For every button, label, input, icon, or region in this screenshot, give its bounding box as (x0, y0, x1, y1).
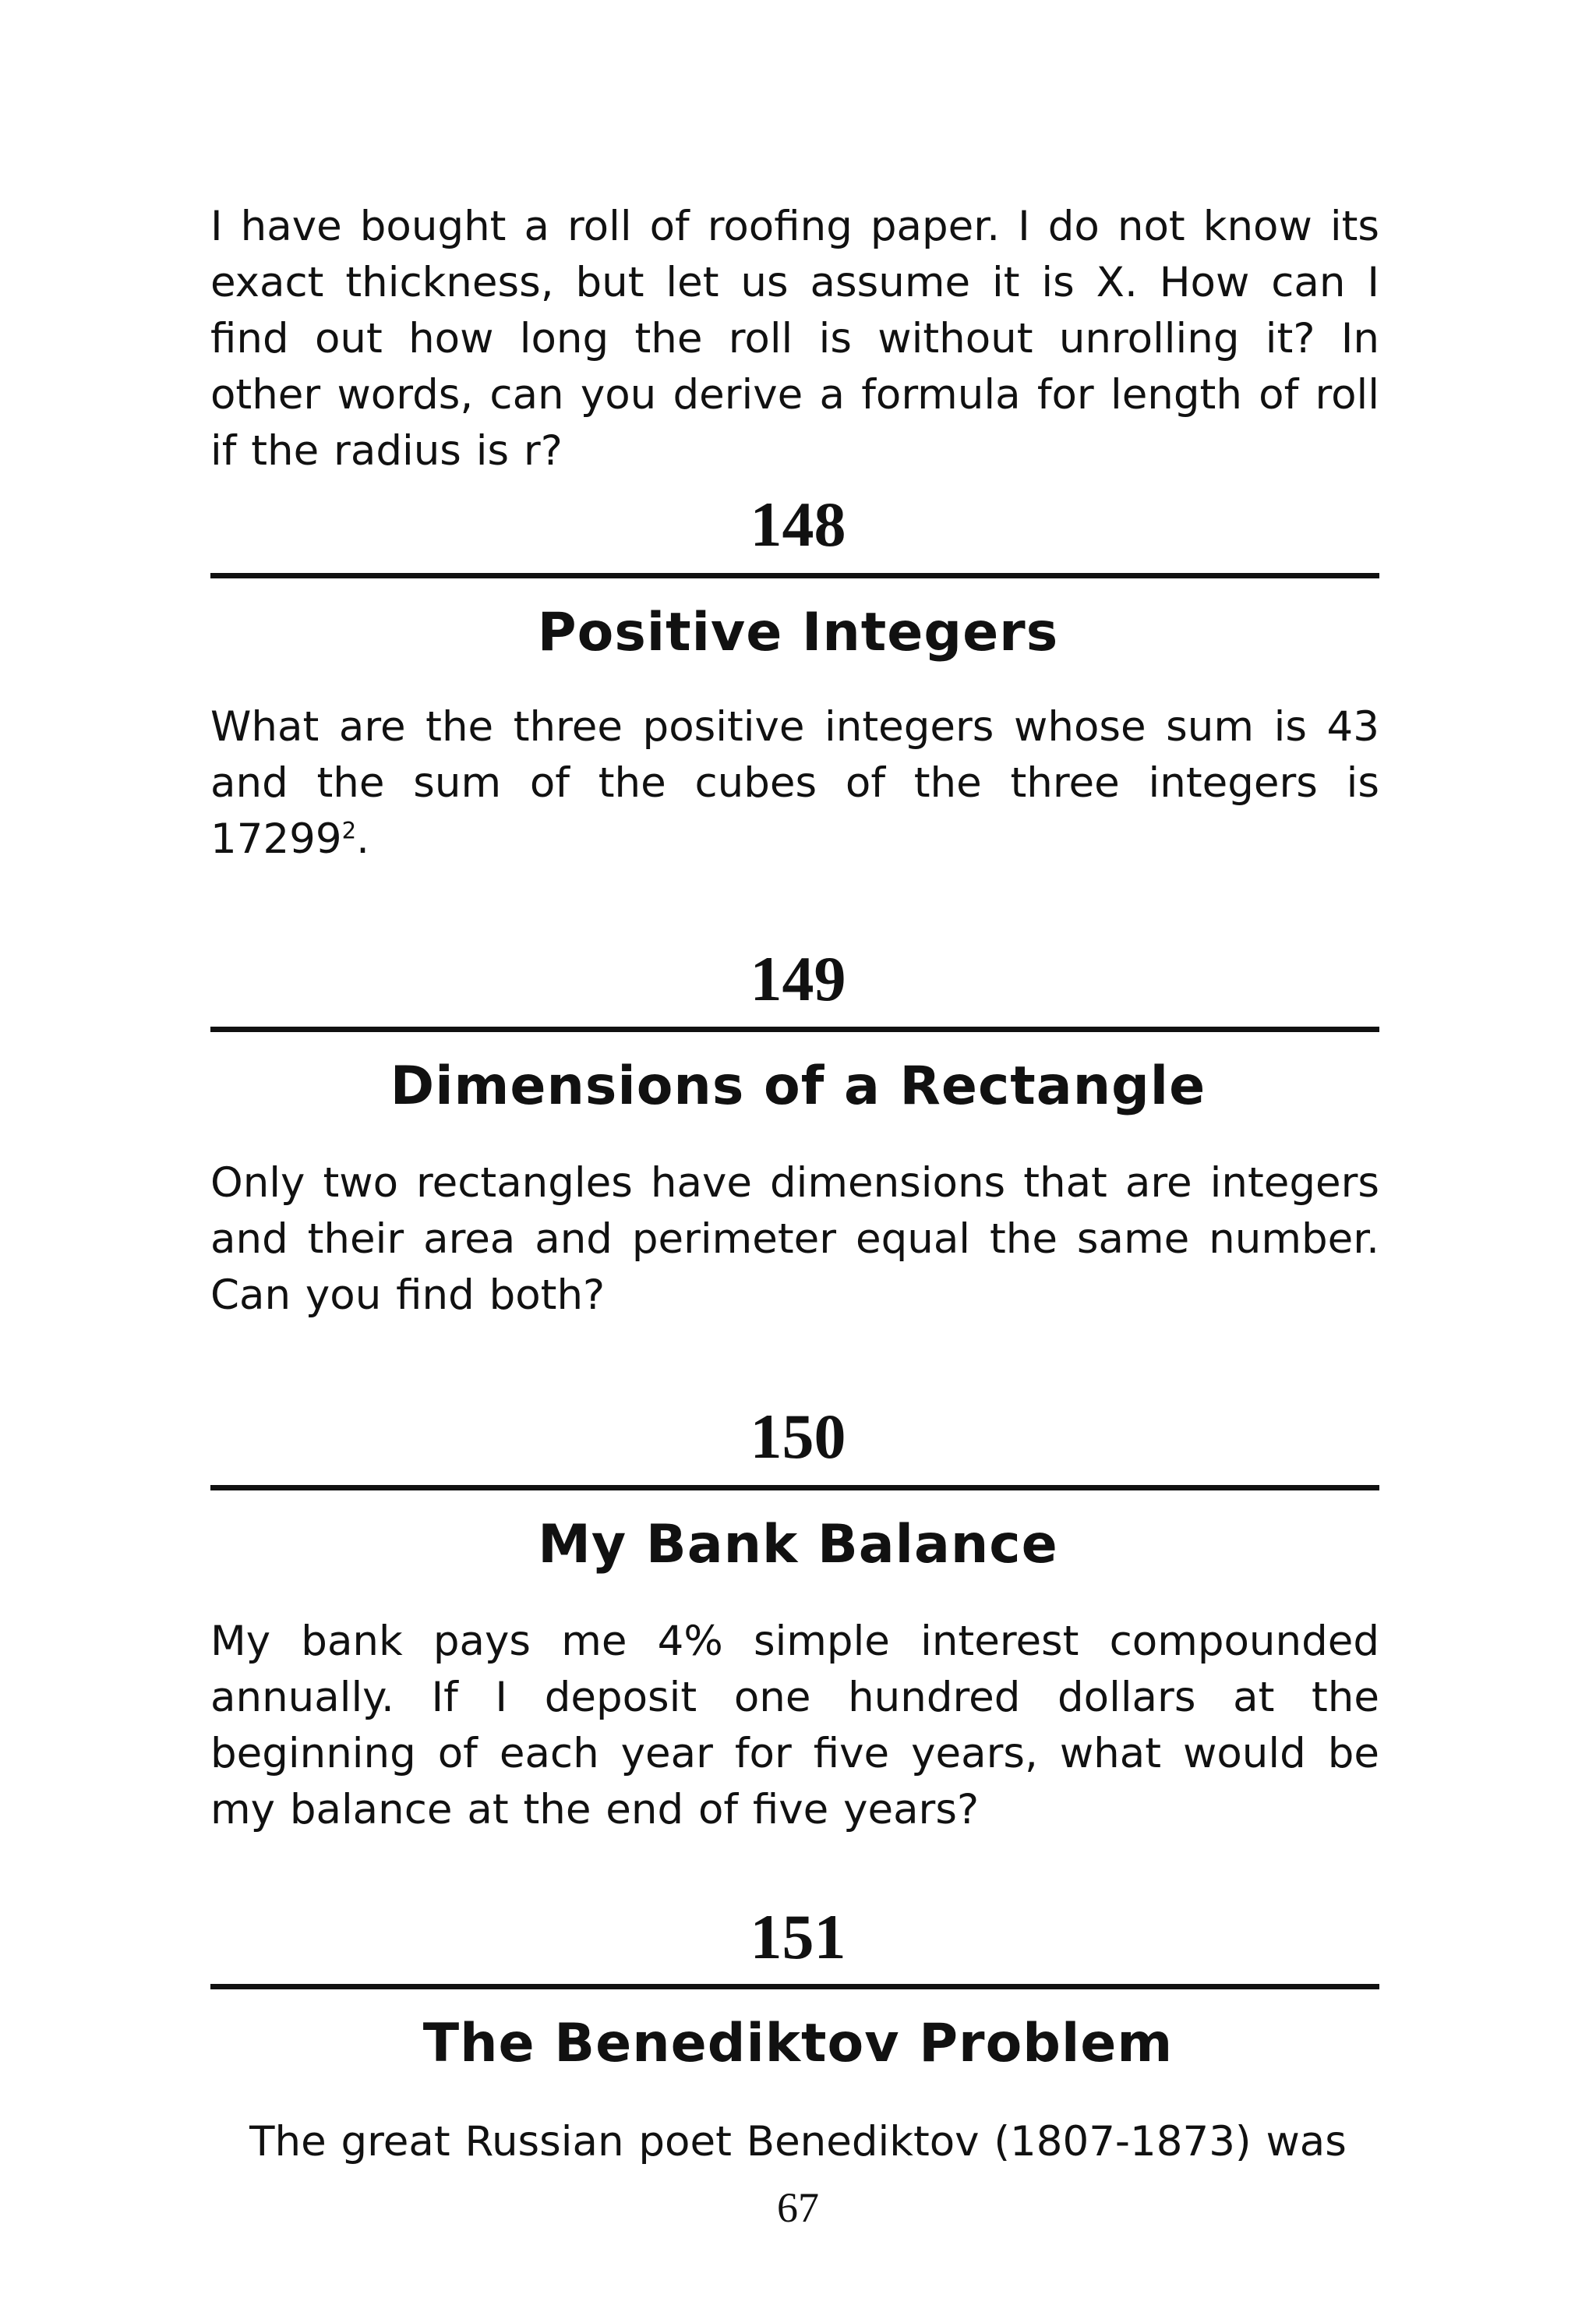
problem-number: 149 (750, 943, 846, 1014)
divider-rule (210, 1984, 1379, 1989)
problem-number: 148 (750, 489, 846, 560)
problem-title: My Bank Balance (538, 1514, 1058, 1575)
problem-title: Positive Integers (537, 602, 1059, 663)
problem-title: Dimensions of a Rectangle (390, 1055, 1206, 1117)
problem-text: Only two rectangles have dimensions that are integers and their area and perimeter equal the same number. Can you find both? (210, 1159, 1379, 1319)
divider-rule (210, 573, 1379, 578)
page-number: 67 (777, 2184, 819, 2231)
problem-number: 151 (750, 1901, 846, 1972)
problem-text-end: . (356, 815, 370, 863)
problem-number: 150 (750, 1401, 846, 1472)
problem-title: The Benediktov Problem (422, 2013, 1174, 2074)
superscript: 2 (341, 817, 357, 844)
divider-rule (210, 1027, 1379, 1032)
intro-paragraph: I have bought a roll of roofing paper. I do not know its exact thickness, but let us assume it is X. How can I find out how long the roll is without unrolling it? In other words, can you derive a formula for length of roll if the radius is r? (210, 203, 1379, 475)
problem-text: The great Russian poet Benediktov (1807-1873) was (249, 2118, 1347, 2166)
problem-text: My bank pays me 4% simple interest compounded annually. If I deposit one hundred dollars at the beginning of each year for five years, what would be my balance at the end of five years? (210, 1618, 1379, 1833)
problem-text (210, 699, 1379, 868)
divider-rule (210, 1485, 1379, 1490)
problem-text-main: What are the three positive integers whose sum is 43 and the sum of the cubes of the three integers is 17299 (210, 703, 1379, 863)
